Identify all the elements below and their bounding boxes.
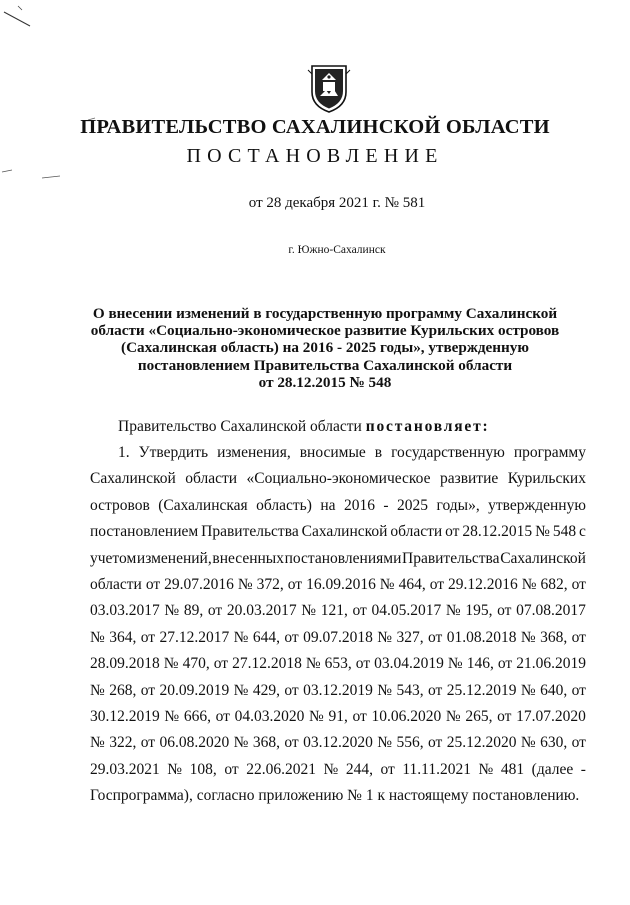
body-word: № xyxy=(520,734,536,752)
body-line xyxy=(90,466,586,492)
body-word: - xyxy=(580,760,586,778)
body-word: 2016 xyxy=(343,496,375,514)
body-word: 29.07.2016 xyxy=(164,575,234,593)
body-word: 03.04.2019 xyxy=(374,655,444,673)
body-line: Госпрограмма), согласно приложению № 1 к настоящему постановлению. xyxy=(90,787,580,805)
body-word: № xyxy=(305,655,321,673)
body-line xyxy=(90,572,586,598)
body-paragraph xyxy=(90,440,586,809)
body-word: постановлениями xyxy=(284,549,402,567)
body-word: 322, xyxy=(109,734,137,752)
body-word: № xyxy=(90,628,105,646)
body-word: от xyxy=(380,760,395,778)
body-word: 364, xyxy=(109,628,137,646)
body-word: «Социально-экономическое xyxy=(246,470,431,488)
subject-line: (Сахалинская область) на 2016 - 2025 годы», утвержденную xyxy=(121,339,529,357)
body-word: 27.12.2017 xyxy=(159,628,230,646)
body-word: Правительства xyxy=(402,549,500,567)
body-word: 543, xyxy=(396,681,424,699)
body-word: внесенных xyxy=(212,549,284,567)
body-word: № xyxy=(521,575,537,593)
body-word: 464, xyxy=(398,575,426,593)
body-word: № xyxy=(167,760,183,778)
body-word: 481 xyxy=(500,760,525,778)
body-word: 1. xyxy=(118,444,130,461)
body-word: от xyxy=(352,707,367,725)
body-word: № xyxy=(445,707,461,725)
body-word: 146, xyxy=(466,655,494,673)
body-word: 29.12.2016 xyxy=(448,575,518,593)
body-word: от xyxy=(497,655,513,673)
body-word: - xyxy=(383,496,389,514)
body-word: от xyxy=(140,734,156,752)
document-city: г. Южно-Сахалинск xyxy=(288,244,386,256)
body-word: 640, xyxy=(540,681,568,699)
body-word: Курильских xyxy=(507,470,586,488)
body-word: область) xyxy=(256,496,312,514)
document-subject xyxy=(90,305,560,391)
body-word: 17.07.2020 xyxy=(516,707,586,725)
body-word: 195, xyxy=(465,602,493,620)
body-word: 03.12.2019 xyxy=(303,681,373,699)
body-word: от xyxy=(284,628,299,646)
body-word: от xyxy=(429,575,445,593)
body-word: № xyxy=(237,575,253,593)
body-word: № xyxy=(377,681,393,699)
body-word: 29.03.2021 xyxy=(90,760,160,778)
intro-paragraph xyxy=(118,418,489,436)
body-word: от xyxy=(140,628,156,646)
body-word: 06.08.2020 xyxy=(159,734,230,752)
body-word: Сахалинской xyxy=(500,549,586,567)
body-word: 25.12.2020 xyxy=(446,734,517,752)
body-line xyxy=(90,678,586,704)
body-line xyxy=(90,598,586,624)
body-word: изменений, xyxy=(136,549,212,567)
body-word: от xyxy=(571,628,586,646)
body-line xyxy=(90,757,586,783)
body-word: 28.09.2018 xyxy=(90,655,160,673)
body-word: 89, xyxy=(183,602,204,620)
body-word: от xyxy=(145,575,161,593)
body-line xyxy=(90,704,586,730)
body-word: 07.08.2017 xyxy=(516,602,586,620)
body-word: 556, xyxy=(396,734,424,752)
body-word: в xyxy=(374,444,383,461)
body-word: островов xyxy=(90,496,150,514)
body-word: 548 xyxy=(552,523,577,541)
body-word: 244, xyxy=(345,760,373,778)
body-word: от xyxy=(287,575,303,593)
body-word: 27.12.2018 xyxy=(232,655,302,673)
body-word: 429, xyxy=(252,681,280,699)
body-word: от xyxy=(215,707,230,725)
subject-line: постановлением Правительства Сахалинской области xyxy=(137,356,513,374)
body-word: программу xyxy=(513,444,586,461)
body-word: № xyxy=(233,734,249,752)
body-word: № xyxy=(323,760,339,778)
body-word: области xyxy=(90,575,142,593)
body-word: 22.06.2021 xyxy=(246,760,316,778)
body-word: от xyxy=(571,575,586,593)
body-word: 10.06.2020 xyxy=(371,707,442,725)
body-word: 2025 xyxy=(397,496,429,514)
body-word: № xyxy=(379,575,395,593)
body-word: Утвердить xyxy=(138,444,209,461)
body-word: от xyxy=(497,602,512,620)
body-word: № xyxy=(301,602,317,620)
body-word: № xyxy=(377,734,393,752)
body-word: от xyxy=(352,602,367,620)
body-line xyxy=(90,519,586,545)
body-word: государственную xyxy=(391,444,505,461)
body-word: № xyxy=(164,707,180,725)
body-line xyxy=(90,546,586,572)
body-word: (Сахалинская xyxy=(158,496,248,514)
subject-line: О внесении изменений в государственную программу Сахалинской xyxy=(92,305,558,322)
body-word: 28.12.2015 xyxy=(462,523,533,541)
body-word: от xyxy=(445,523,460,541)
body-word: от xyxy=(284,681,299,699)
coat-of-arms-icon xyxy=(306,60,352,114)
body-line xyxy=(90,651,586,677)
body-word: 01.08.2018 xyxy=(446,628,517,646)
organization-title: ПРАВИТЕЛЬСТВО САХАЛИНСКОЙ ОБЛАСТИ xyxy=(80,116,550,138)
body-word: 20.09.2019 xyxy=(159,681,230,699)
body-word: 03.12.2020 xyxy=(303,734,373,752)
body-word: от xyxy=(427,734,443,752)
body-word: № xyxy=(520,628,536,646)
body-word: от xyxy=(497,707,512,725)
body-word: 20.03.2017 xyxy=(226,602,297,620)
subject-line: от 28.12.2015 № 548 xyxy=(258,373,392,391)
body-word: 368, xyxy=(540,628,568,646)
body-word: утвержденную xyxy=(488,496,586,514)
body-word: 682, xyxy=(540,575,568,593)
body-word: № xyxy=(520,681,536,699)
body-word: № xyxy=(478,760,494,778)
body-word: годы», xyxy=(436,496,480,514)
body-word: № xyxy=(163,655,179,673)
body-word: 16.09.2016 xyxy=(306,575,376,593)
subject-line: области «Социально-экономическое развитие Курильских островов xyxy=(90,322,560,340)
body-word: 327, xyxy=(396,628,424,646)
body-word: вносимые xyxy=(299,444,366,461)
body-word: от xyxy=(224,760,239,778)
document-date-number: от 28 декабря 2021 г. № 581 xyxy=(248,195,426,211)
body-word: 25.12.2019 xyxy=(446,681,517,699)
body-word: от xyxy=(213,655,229,673)
body-word: Сахалинской xyxy=(301,523,388,541)
body-word: 09.07.2018 xyxy=(303,628,373,646)
body-line xyxy=(90,625,586,651)
body-word: 653, xyxy=(324,655,352,673)
body-word: 21.06.2019 xyxy=(516,655,586,673)
body-word: от xyxy=(427,681,443,699)
body-word: 91, xyxy=(328,707,348,725)
body-word: от xyxy=(140,681,156,699)
body-word: от xyxy=(355,655,371,673)
body-word: 368, xyxy=(252,734,280,752)
body-word: от xyxy=(284,734,299,752)
body-word: от xyxy=(571,734,586,752)
body-word: (далее xyxy=(531,760,574,778)
body-word: от xyxy=(571,681,586,699)
body-word: 265, xyxy=(465,707,493,725)
intro-prefix: Правительство Сахалинской области xyxy=(118,418,366,435)
intro-verb: постановляет: xyxy=(365,418,490,435)
body-line xyxy=(90,493,586,519)
body-word: 630, xyxy=(540,734,568,752)
body-word: области xyxy=(390,523,443,541)
body-word: 108, xyxy=(189,760,217,778)
body-word: 268, xyxy=(109,681,137,699)
body-word: 644, xyxy=(252,628,280,646)
body-word: 04.05.2017 xyxy=(371,602,442,620)
body-word: 30.12.2019 xyxy=(90,707,160,725)
document-type: ПОСТАНОВЛЕНИЕ xyxy=(186,145,444,167)
body-word: 121, xyxy=(320,602,348,620)
body-word: № xyxy=(233,681,249,699)
body-word: № xyxy=(309,707,324,725)
body-word: изменения, xyxy=(217,444,291,461)
body-word: развитие xyxy=(439,470,499,488)
body-word: от xyxy=(427,628,443,646)
body-word: № xyxy=(535,523,550,541)
body-word: учетом xyxy=(90,549,137,567)
body-word: 372, xyxy=(256,575,284,593)
body-word: № xyxy=(164,602,180,620)
body-word: № xyxy=(233,628,249,646)
body-word: постановлением xyxy=(90,523,199,541)
body-word: на xyxy=(320,496,336,514)
body-word: 04.03.2020 xyxy=(234,707,305,725)
body-word: № xyxy=(90,734,105,752)
body-word: № xyxy=(377,628,393,646)
body-line xyxy=(90,440,586,466)
body-word: № xyxy=(445,602,461,620)
body-word: 470, xyxy=(182,655,210,673)
body-word: области xyxy=(185,470,238,488)
body-word: от xyxy=(207,602,223,620)
body-word: № xyxy=(447,655,463,673)
body-word: № xyxy=(90,681,105,699)
body-word: Сахалинской xyxy=(90,470,176,488)
body-word: 11.11.2021 xyxy=(402,760,471,778)
body-word: 666, xyxy=(183,707,211,725)
body-line xyxy=(90,730,586,756)
body-word: Правительства xyxy=(201,523,299,541)
body-word: 03.03.2017 xyxy=(90,602,160,620)
body-word: с xyxy=(579,523,586,541)
